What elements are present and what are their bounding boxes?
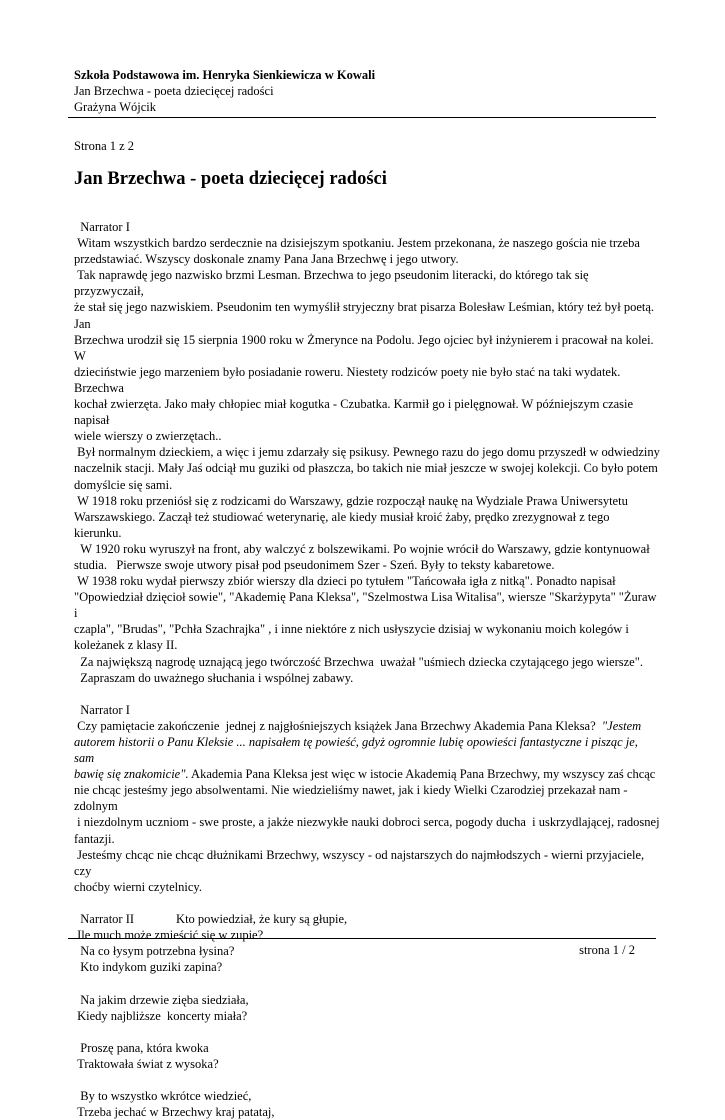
poem-line: By to wszystko wkrótce wiedzieć, [74, 1089, 252, 1104]
header-author: Grażyna Wójcik [74, 100, 157, 114]
paragraph-line: Za największą nagrodę uznającą jego twórczość Brzechwa uważał "uśmiech dziecka czytającego jego wiersze". [74, 654, 643, 669]
document-body [74, 219, 660, 1120]
paragraph-line: Brzechwa urodził się 15 sierpnia 1900 roku w Żmerynce na Podolu. Jego ojciec był inżynierem i pracował na kolei. W [74, 332, 657, 363]
paragraph-line: studia. Pierwsze swoje utwory pisał pod pseudonimem Szer - Szeń. Były to teksty kabaretowe. [74, 557, 555, 572]
document-header [74, 67, 654, 115]
paragraph-gap [74, 895, 660, 911]
paragraph-line: W 1918 roku przeniósł się z rodzicami do Warszawy, gdzie rozpoczął naukę na Wydziale Prawa Uniwersytetu [74, 493, 628, 508]
text-run: Czy pamiętacie zakończenie jednej z najgłośniejszych książek Jana Brzechwy Akademia Pana Kleksa? [74, 718, 602, 733]
footer-divider [68, 938, 656, 939]
paragraph-line: wiele wierszy o zwierzętach.. [74, 429, 222, 444]
header-subtitle: Jan Brzechwa - poeta dziecięcej radości [74, 84, 274, 98]
narrator-label: Narrator II [74, 912, 135, 927]
paragraph-line: naczelnik stacji. Mały Jaś odciął mu guziki od płaszcza, bo takich nie miał jeszcze w swojej kolekcji. Co było potem [74, 461, 658, 476]
poem-line: Na jakim drzewie zięba siedziała, [74, 992, 249, 1007]
paragraph-line: "Opowiedział dzięcioł sowie", "Akademię Pana Kleksa", "Szelmostwa Lisa Witalisa", wiersze "Skarżypyta" "Żuraw i [74, 590, 660, 621]
quote-run: autorem historii o Panu Kleksie ... napisałem tę powieść, gdyż ogromnie lubię opowieści fantastyczne i pisząc je, sam [74, 735, 642, 766]
poem-line: Kto indykom guziki zapina? [74, 960, 223, 975]
paragraph-line: domyślcie się sami. [74, 477, 173, 492]
paragraph-line: przedstawiać. Wszyscy doskonale znamy Pana Jana Brzechwę i jego utwory. [74, 252, 459, 267]
poem-line: Trzeba jechać w Brzechwy kraj patataj, [74, 1105, 275, 1120]
quote-run: bawię się znakomicie". [74, 767, 189, 782]
stanza-gap [74, 975, 660, 991]
text-run: Akademia Pana Kleksa jest więc w istocie Akademią Pana Brzechwy, my wszyscy zaś chcąc [188, 767, 656, 782]
paragraph-line: choćby wierni czytelnicy. [74, 879, 202, 894]
paragraph-line: nie chcąc jesteśmy jego absolwentami. Nie wiedzieliśmy nawet, jak i kiedy Wielki Czarodziej przekazał nam - zdolnym [74, 783, 631, 814]
paragraph-line [74, 766, 660, 782]
school-name: Szkoła Podstawowa im. Henryka Sienkiewicza w Kowali [74, 68, 376, 82]
paragraph-line: fantazji. [74, 831, 115, 846]
quote-run: "Jestem [601, 718, 642, 733]
paragraph-line: koleżanek z klasy II. [74, 638, 178, 653]
paragraph-line: Tak naprawdę jego nazwisko brzmi Lesman. Brzechwa to jego pseudonim literacki, do którego tak się przyzwyczaił, [74, 268, 592, 299]
header-divider [68, 117, 656, 118]
poem-line: Na co łysym potrzebna łysina? [74, 944, 235, 959]
narrator-label: Narrator I [74, 220, 130, 234]
paragraph-line: Warszawskiego. Zaczął też studiować weterynarię, ale kiedy musiał kroić żaby, prędko zrezygnował z tego kierunku. [74, 509, 613, 540]
paragraph-line [74, 718, 660, 734]
stanza-gap [74, 1024, 660, 1040]
poem-line: Traktowała świat z wysoka? [74, 1056, 219, 1071]
narrator-label: Narrator I [74, 702, 130, 717]
paragraph-line: W 1938 roku wydał pierwszy zbiór wierszy dla dzieci po tytułem "Tańcowała igła z nitką". Ponadto napisał [74, 574, 616, 589]
paragraph-line: i niezdolnym uczniom - swe proste, a jakże niezwykłe nauki dobroci serca, pogody ducha i uskrzydlającej, radosnej [74, 815, 660, 830]
poem-line: Kto powiedział, że kury są głupie, [176, 912, 348, 927]
page-indicator: Strona 1 z 2 [74, 139, 135, 153]
poem-line: Kiedy najbliższe koncerty miała? [74, 1008, 248, 1023]
paragraph-line: Witam wszystkich bardzo serdecznie na dzisiejszym spotkaniu. Jestem przekonana, że naszego gościa nie trzeba [74, 236, 640, 251]
paragraph-line: Zapraszam do uważnego słuchania i wspólnej zabawy. [74, 670, 354, 685]
paragraph-line [74, 734, 660, 766]
poem-line: Proszę pana, która kwoka [74, 1040, 209, 1055]
paragraph-line: Był normalnym dzieckiem, a więc i jemu zdarzały się psikusy. Pewnego razu do jego domu przyszedł w odwiedziny [74, 445, 660, 460]
paragraph-line: W 1920 roku wyruszył na front, aby walczyć z bolszewikami. Po wojnie wrócił do Warszawy, gdzie kontynuował [74, 541, 650, 556]
paragraph-line: dzieciństwie jego marzeniem było posiadanie roweru. Niestety rodziców poety nie było stać na taki wydatek. Brzechwa [74, 364, 624, 395]
footer-page-number: strona 1 / 2 [579, 943, 635, 957]
paragraph-line: czapla", "Brudas", "Pchła Szachrajka" , i inne niektóre z nich usłyszycie dzisiaj w wykonaniu moich kolegów i [74, 622, 629, 637]
poem-first-line [74, 911, 660, 927]
paragraph-line: Jesteśmy chcąc nie chcąc dłużnikami Brzechwy, wszyscy - od najstarszych do najmłodszych - wierni przyjaciele, czy [74, 847, 648, 878]
poem-line: Ile much może zmieścić się w zupie? [74, 928, 264, 943]
page-title: Jan Brzechwa - poeta dziecięcej radości [74, 169, 387, 189]
paragraph-gap [74, 686, 660, 702]
stanza-gap [74, 1072, 660, 1088]
paragraph-line: że stał się jego nazwiskiem. Pseudonim ten wymyślił stryjeczny brat pisarza Bolesław Leśmian, który też był poetą. Jan [74, 300, 658, 331]
paragraph-line: kochał zwierzęta. Jako mały chłopiec miał kogutka - Czubatka. Karmił go i pielęgnował. W późniejszym czasie napisał [74, 397, 637, 428]
